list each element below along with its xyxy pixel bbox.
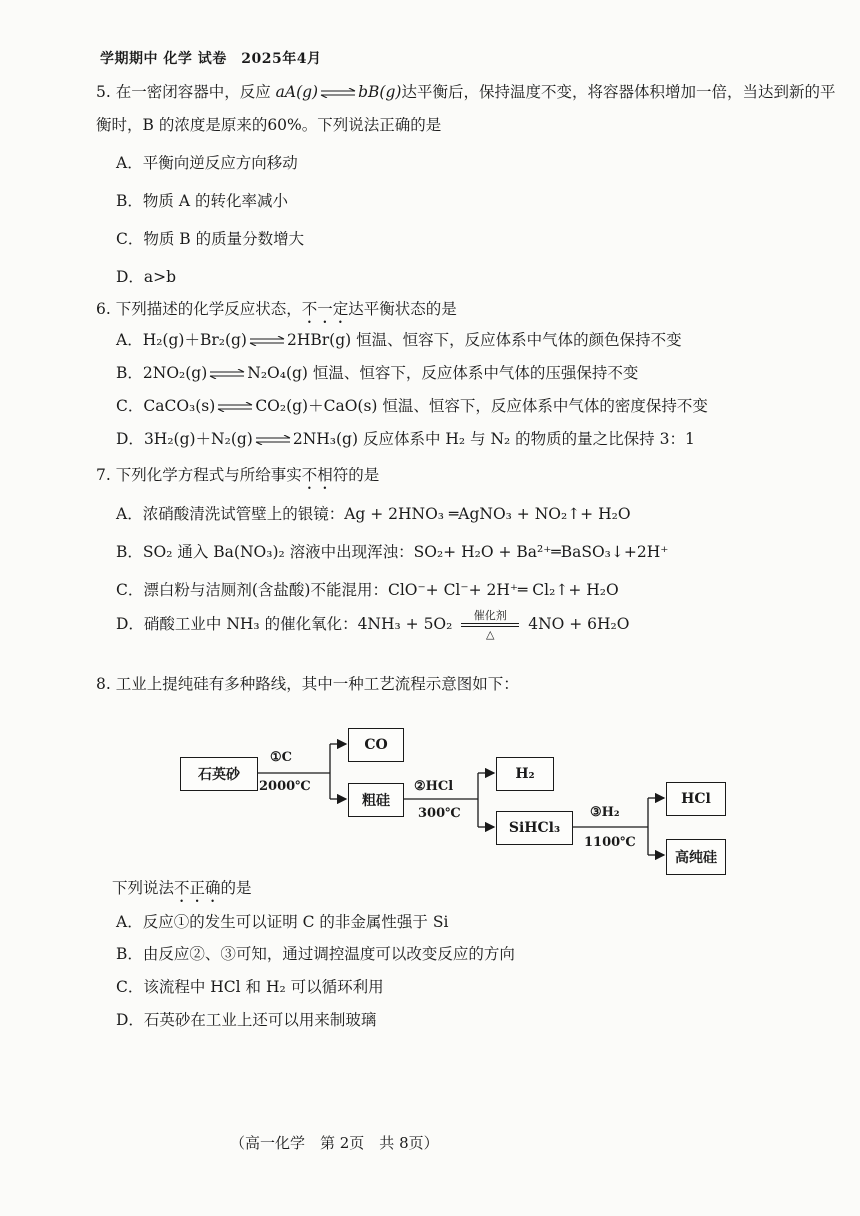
q5-option-b: B．物质 A 的转化率减小 [116, 192, 288, 210]
q6-d-label: D． [116, 430, 144, 448]
q7-option-a: A．浓硝酸清洗试管壁上的银镜：Ag + 2HNO₃ ═AgNO₃ + NO₂↑+ H₂O [116, 505, 631, 523]
q6-a-right: 2HBr(g) [286, 331, 352, 349]
q6-d-left: 3H₂(g)＋N₂(g) [143, 430, 253, 448]
q5-stem-pre: 5. 在一密闭容器中，反应 [96, 83, 276, 101]
flow-step2-reagent: ②HCl [414, 779, 454, 794]
q6-b-desc: 恒温、恒容下，反应体系中气体的压强保持不变 [307, 364, 639, 382]
q8-option-c: C．该流程中 HCl 和 H₂ 可以循环利用 [116, 978, 384, 996]
q8-option-d: D．石英砂在工业上还可以用来制玻璃 [116, 1011, 377, 1029]
q8-stem: 8. 工业上提纯硅有多种路线，其中一种工艺流程示意图如下： [96, 675, 519, 693]
q7-stem-post: 符的是 [332, 466, 380, 484]
flow-step3-temp: 1100℃ [584, 835, 636, 850]
flow-box-co: CO [348, 728, 404, 762]
flow-box-quartz: 石英砂 [180, 757, 258, 791]
flow-step1-reagent: ①C [270, 750, 293, 765]
q5-option-c: C．物质 B 的质量分数增大 [116, 230, 305, 248]
flow-box-hcl: HCl [666, 782, 726, 816]
q8-sub-stem [112, 876, 252, 906]
q5-reaction-right: bB(g) [358, 83, 402, 101]
q5-stem-post: 达平衡后，保持温度不变，将容器体积增加一倍，当达到新的平 [401, 83, 836, 101]
q6-a-desc: 恒温、恒容下，反应体系中气体的颜色保持不变 [351, 331, 682, 349]
q5-option-d: D．a>b [116, 268, 177, 286]
q8-option-a: A．反应①的发生可以证明 C 的非金属性强于 Si [116, 913, 449, 931]
q7-d-post: 4NO + 6H₂O [523, 615, 630, 633]
page-header: 学期期中 化学 试卷 2025年4月 [100, 51, 322, 67]
flow-box-sihcl3: SiHCl₃ [496, 811, 573, 845]
q7-d-pre: D．硝酸工业中 NH₃ 的催化氧化：4NH₃ + 5O₂ [116, 615, 458, 633]
q5-stem-line2: 衡时，B 的浓度是原来的60%。下列说法正确的是 [96, 116, 442, 134]
flow-step3-reagent: ③H₂ [590, 805, 620, 820]
q7-d-heat: △ [486, 628, 495, 641]
q8-sub-stem-pre: 下列说法 [112, 879, 175, 897]
q7-option-b: B．SO₂ 通入 Ba(NO₃)₂ 溶液中出现浑浊：SO₂+ H₂O + Ba²⁺═BaSO₃↓+2H⁺ [116, 543, 669, 561]
q5-reaction-left: aA(g) [275, 83, 319, 101]
q6-c-left: CaCO₃(s) [143, 397, 216, 415]
q6-stem-post: 达平衡状态的是 [348, 300, 457, 318]
q6-d-right: 2NH₃(g) [292, 430, 359, 448]
q6-b-left: 2NO₂(g) [142, 364, 208, 382]
q7-option-c: C．漂白粉与洁厕剂(含盐酸)不能混用：ClO⁻+ Cl⁻+ 2H⁺═ Cl₂↑+ H₂O [116, 581, 619, 599]
q6-d-desc: 反应体系中 H₂ 与 N₂ 的物质的量之比保持 3：1 [358, 430, 695, 448]
q6-a-left: H₂(g)＋Br₂(g) [142, 331, 247, 349]
q6-b-label: B． [116, 364, 143, 382]
q6-c-right: CO₂(g)＋CaO(s) [255, 397, 378, 415]
flow-box-crude-si: 粗硅 [348, 783, 404, 817]
flow-box-h2: H₂ [496, 757, 554, 791]
q8-option-b: B．由反应②、③可知，通过调控温度可以改变反应的方向 [116, 945, 515, 963]
q7-stem-emphasis: 不相 [301, 466, 333, 484]
q5-option-a: A．平衡向逆反应方向移动 [116, 154, 298, 172]
q6-c-desc: 恒温、恒容下，反应体系中气体的密度保持不变 [377, 397, 708, 415]
q6-stem-emphasis: 不一定 [301, 300, 349, 318]
q6-stem-pre: 6. 下列描述的化学反应状态， [96, 300, 302, 318]
page-footer: （高一化学 第 2页 共 8页） [230, 1134, 439, 1152]
q6-b-right: N₂O₄(g) [247, 364, 308, 382]
q8-sub-stem-emphasis: 不正确 [174, 879, 221, 897]
q7-d-catalyst: 催化剂 [473, 609, 507, 622]
q6-a-label: A． [116, 331, 143, 349]
q6-c-label: C． [116, 397, 144, 415]
flow-step1-temp: 2000℃ [259, 779, 311, 794]
flow-step2-temp: 300℃ [418, 806, 461, 821]
q8-sub-stem-post: 的是 [220, 879, 252, 897]
flow-box-pure-si: 高纯硅 [666, 839, 726, 875]
q7-stem-pre: 7. 下列化学方程式与所给事实 [96, 466, 302, 484]
